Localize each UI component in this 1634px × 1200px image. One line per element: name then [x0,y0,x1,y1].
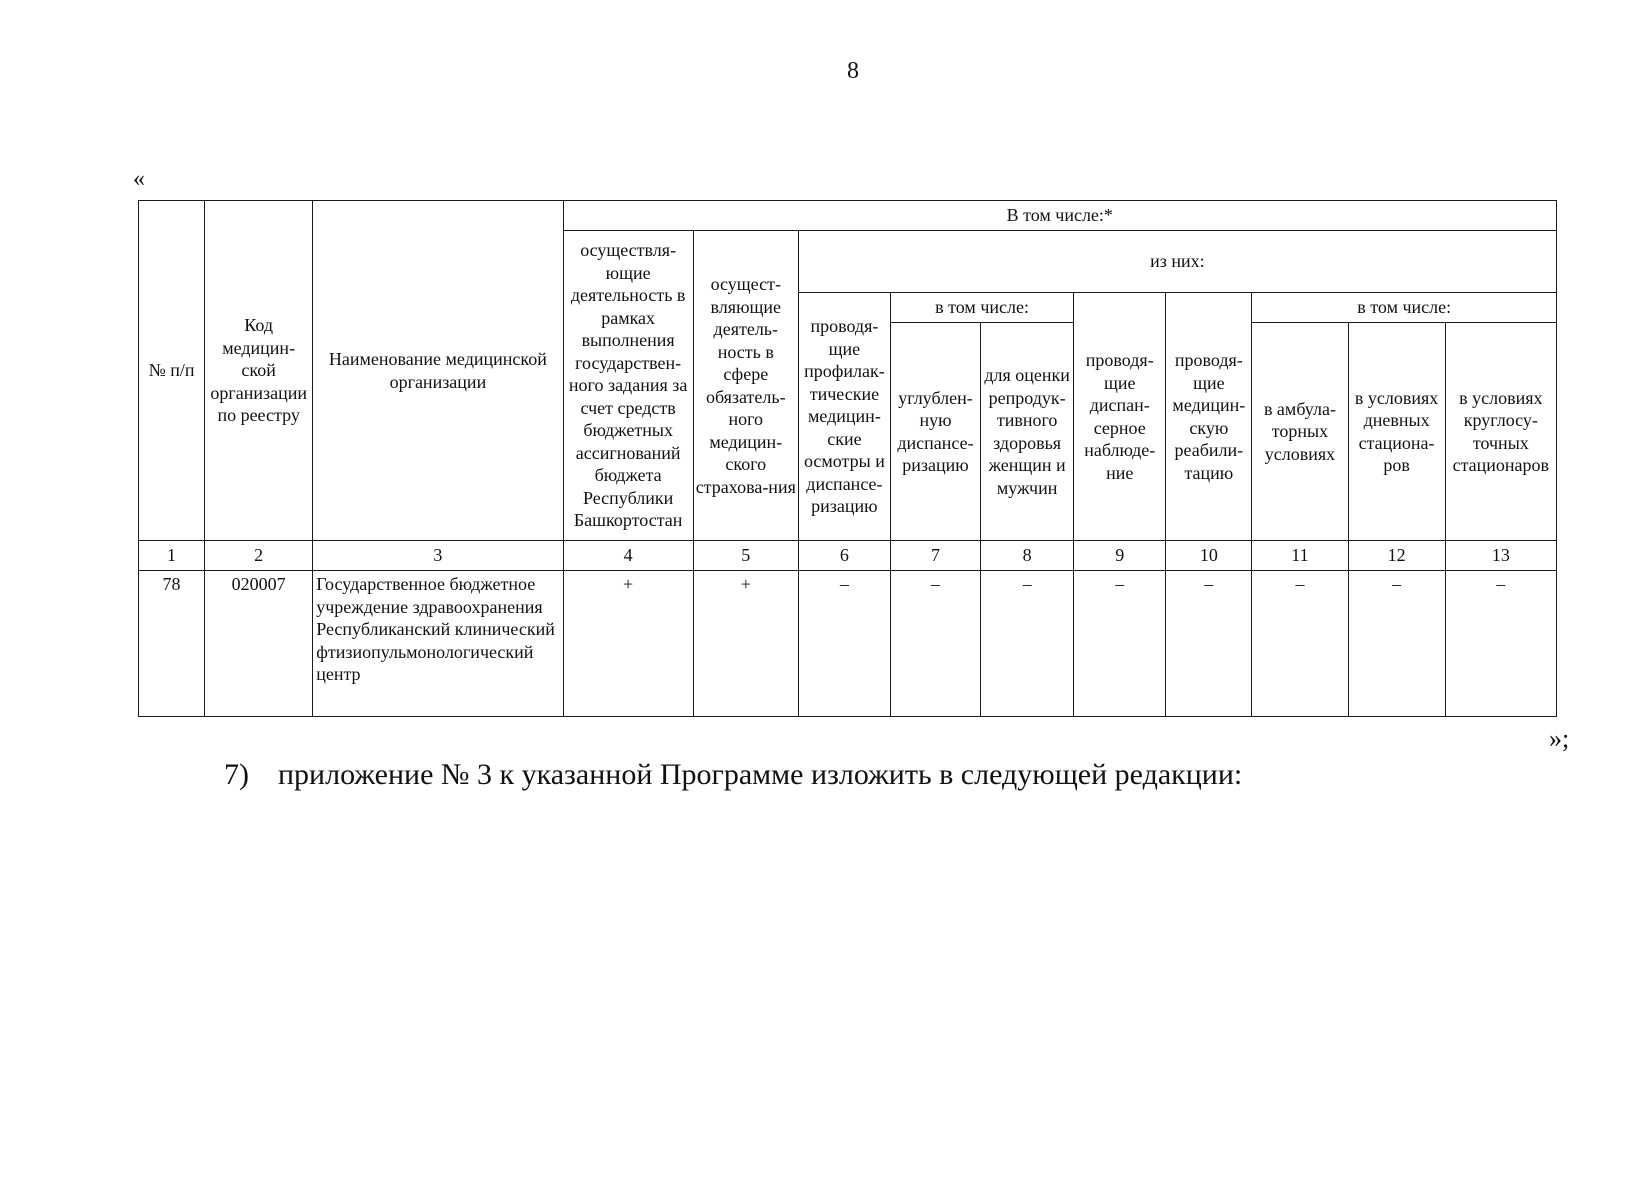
header-state-assignment: осуществля-ющие деятельность в рамках выполнения государствен-ного задания за счет средств бюджетных ассигнований бюджета Республики Башкортостан [563,231,693,541]
header-row-number: № п/п [139,201,205,541]
column-number: 9 [1074,541,1166,571]
preventive-exams-cell: – [798,571,890,717]
column-number: 12 [1348,541,1445,571]
reproductive-health-cell: – [981,571,1074,717]
table-row [139,571,1557,717]
column-number: 5 [693,541,798,571]
mandatory-insurance-cell: + [693,571,798,717]
header-org-code: Код медицин-ской организации по реестру [205,201,313,541]
column-number: 3 [313,541,563,571]
paragraph-number: 7) [224,758,249,791]
in-depth-dispensary-cell: – [890,571,980,717]
day-hospital-cell: – [1348,571,1445,717]
header-org-name: Наименование медицинской организации [313,201,563,541]
column-number: 2 [205,541,313,571]
amendment-paragraph [224,758,1242,792]
column-number: 11 [1252,541,1348,571]
outpatient-cell: – [1252,571,1348,717]
header-dispensary-observation: проводя-щие диспан-серное наблюде-ние [1074,293,1166,541]
header-subgroup-rehabilitation: в том числе: [1252,293,1557,323]
state-assignment-cell: + [563,571,693,717]
header-round-the-clock-hospital: в условиях круглосу-точных стационаров [1445,323,1556,541]
header-day-hospital: в условиях дневных стациона-ров [1348,323,1445,541]
column-number: 6 [798,541,890,571]
header-in-depth-dispensary: углублен-ную диспансе-ризацию [890,323,980,541]
rehabilitation-cell: – [1166,571,1252,717]
page-number: 8 [847,58,859,84]
header-including-group: В том числе:* [563,201,1556,231]
column-number: 8 [981,541,1074,571]
row-number-cell: 78 [139,571,205,717]
column-number: 7 [890,541,980,571]
header-rehabilitation: проводя-щие медицин-скую реабили-тацию [1166,293,1252,541]
dispensary-observation-cell: – [1074,571,1166,717]
column-number: 10 [1166,541,1252,571]
org-name-cell: Государственное бюджетное учреждение здравоохранения Республиканский клинический фтизиопульмонологический центр [313,571,563,717]
header-preventive-exams: проводя-щие профилак-тические медицин-ские осмотры и диспансе-ризацию [798,293,890,541]
header-subgroup-dispensary: в том числе: [890,293,1073,323]
round-the-clock-hospital-cell: – [1445,571,1556,717]
column-number: 1 [139,541,205,571]
medical-organizations-table [138,200,1557,717]
opening-quote: « [133,166,145,192]
header-outpatient: в амбула-торных условиях [1252,323,1348,541]
column-numbers-row [139,541,1557,571]
closing-quote: »; [1549,724,1570,753]
header-mandatory-insurance: осущест-вляющие деятель-ность в сфере обязатель-ного медицин-ского страхова-ния [693,231,798,541]
column-number: 4 [563,541,693,571]
header-reproductive-health: для оценки репродук-тивного здоровья женщин и мужчин [981,323,1074,541]
column-number: 13 [1445,541,1556,571]
paragraph-text: приложение № 3 к указанной Программе изложить в следующей редакции: [278,758,1243,791]
header-of-them-group: из них: [798,231,1556,293]
org-code-cell: 020007 [205,571,313,717]
